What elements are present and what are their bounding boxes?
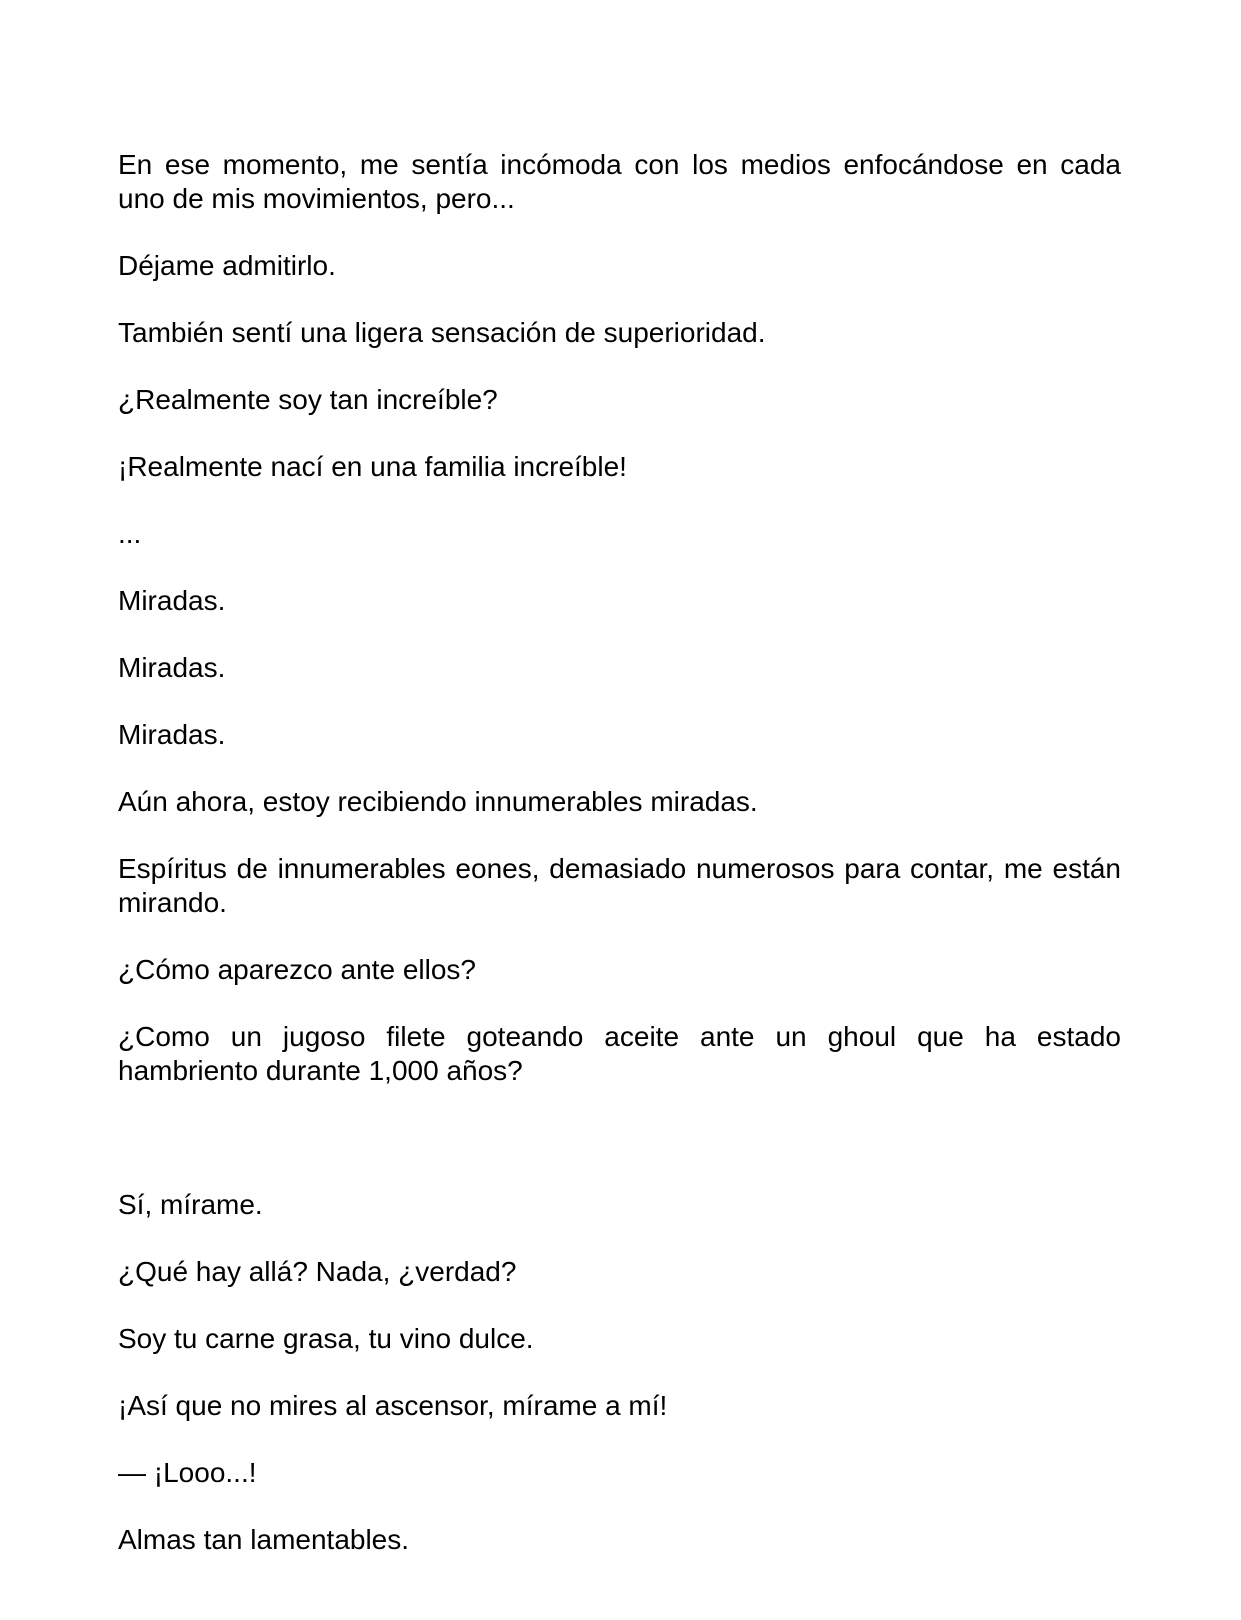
- paragraph: Almas tan lamentables.: [118, 1524, 410, 1555]
- paragraph: ¿Realmente soy tan increíble?: [118, 384, 498, 415]
- paragraph: Déjame admitirlo.: [118, 250, 336, 281]
- paragraph: Miradas.: [118, 652, 226, 683]
- dialogue-line: — ¡Looo...!: [118, 1457, 257, 1488]
- paragraph: ¿Cómo aparezco ante ellos?: [118, 954, 476, 985]
- paragraph: Aún ahora, estoy recibiendo innumerables miradas.: [118, 786, 758, 817]
- document-body: [118, 148, 1121, 1590]
- paragraph: ¡Realmente nací en una familia increíble!: [118, 451, 627, 482]
- paragraph: También sentí una ligera sensación de superioridad.: [118, 317, 766, 348]
- section-break: [118, 1121, 1121, 1188]
- paragraph: Miradas.: [118, 719, 226, 750]
- paragraph: Sí, mírame.: [118, 1189, 263, 1220]
- paragraph: En ese momento, me sentía incómoda con los medios enfocándose en cada uno de mis movimientos, pero...: [118, 149, 1121, 214]
- paragraph: Soy tu carne grasa, tu vino dulce.: [118, 1323, 534, 1354]
- ellipsis-line: ...: [118, 518, 142, 549]
- paragraph: ¿Como un jugoso filete goteando aceite ante un ghoul que ha estado hambriento durante 1,000 años?: [118, 1021, 1121, 1086]
- paragraph: Miradas.: [118, 585, 226, 616]
- paragraph: ¿Qué hay allá? Nada, ¿verdad?: [118, 1256, 517, 1287]
- paragraph: Espíritus de innumerables eones, demasiado numerosos para contar, me están mirando.: [118, 853, 1121, 918]
- paragraph: ¡Así que no mires al ascensor, mírame a mí!: [118, 1390, 668, 1421]
